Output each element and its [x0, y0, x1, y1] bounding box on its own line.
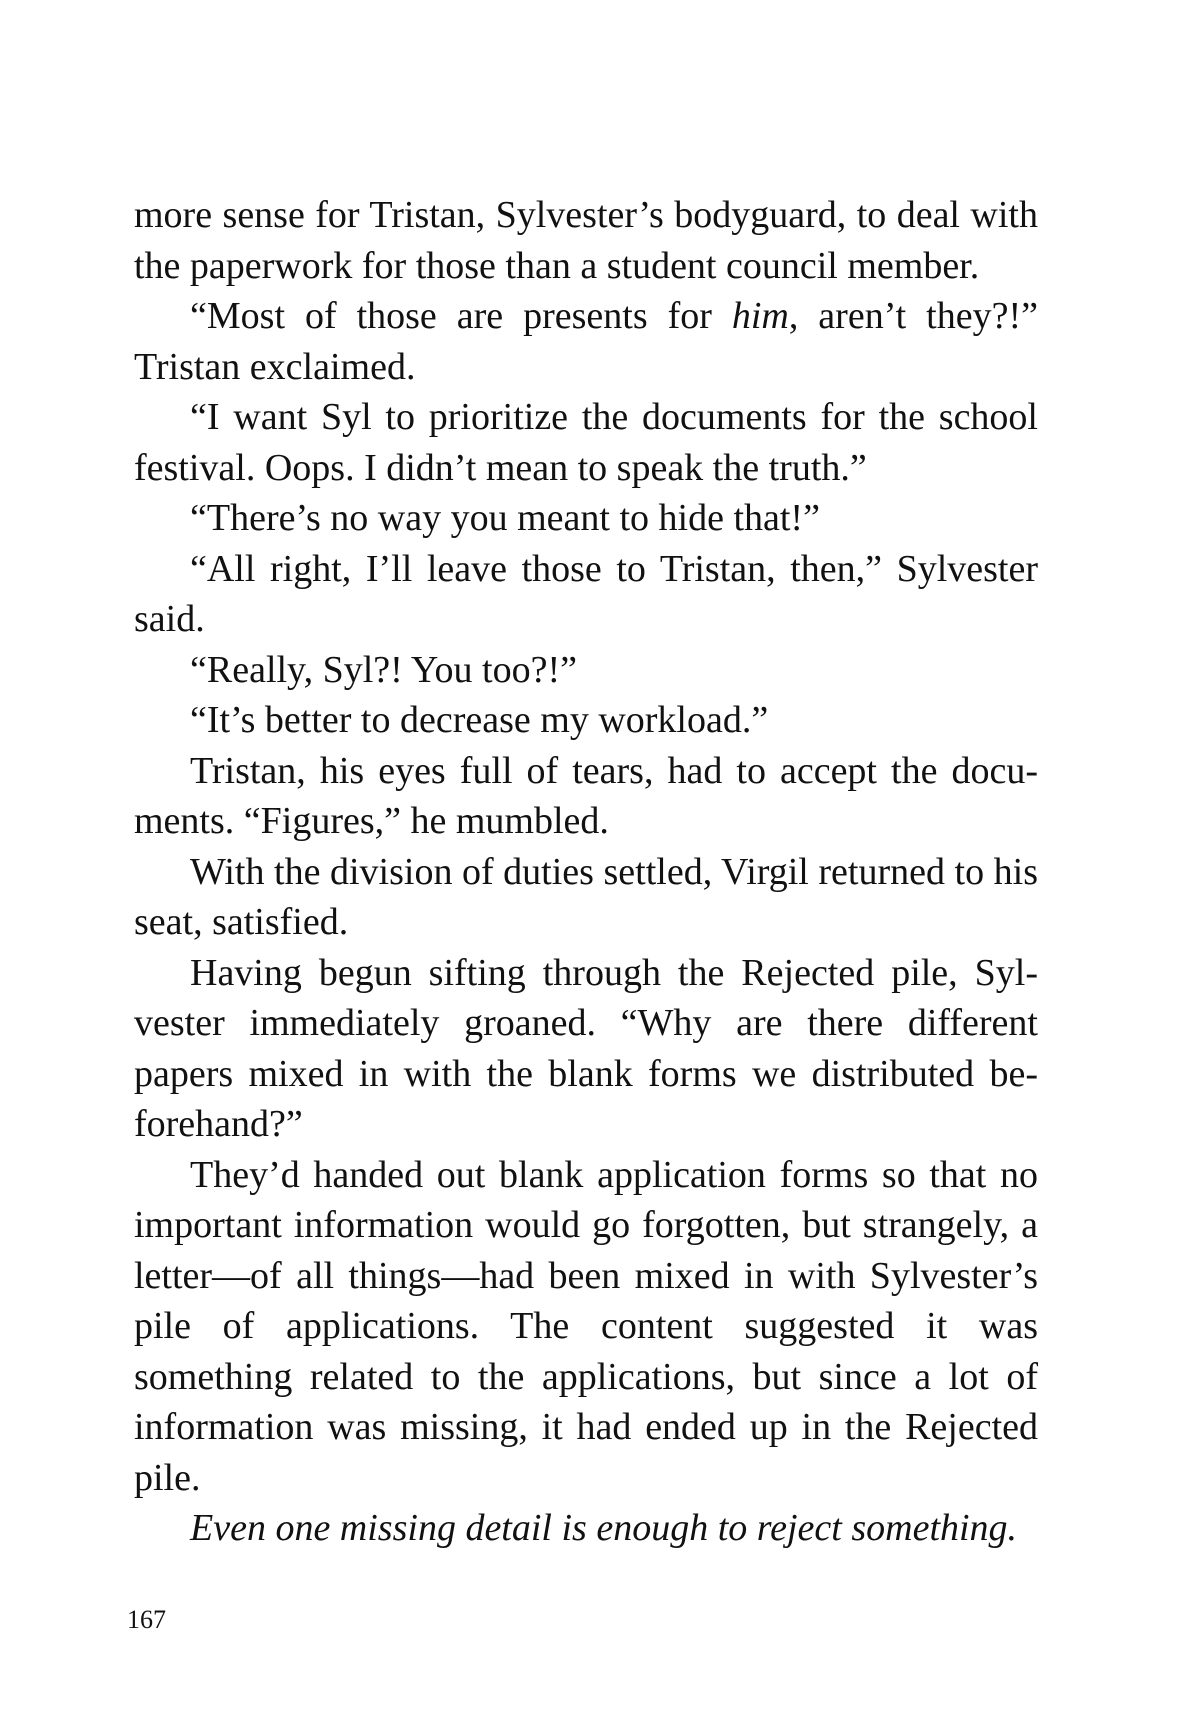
paragraph: “There’s no way you meant to hide that!” — [190, 497, 820, 539]
page-number: 167 — [127, 1605, 166, 1634]
paragraph: “It’s better to decrease my workload.” — [190, 699, 769, 741]
paragraph: Tristan, his eyes full of tears, had to accept the documents. “Figures,” he mumbled. — [134, 749, 1038, 842]
paragraph: “All right, I’ll leave those to Tristan, then,” Sylvester said. — [134, 547, 1038, 640]
body-text — [134, 190, 1038, 1554]
paragraph: “Most of those are presents for him, aren’t they?!” Tristan exclaimed. — [134, 295, 1038, 388]
paragraph: With the division of duties settled, Virgil returned to his seat, satisfied. — [134, 850, 1038, 943]
paragraph-continuation: more sense for Tristan, Sylvester’s bodyguard, to deal with the paperwork for those than a student council member. — [134, 194, 1038, 287]
paragraph: “I want Syl to prioritize the documents for the school festival. Oops. I didn’t mean to speak the truth.” — [134, 396, 1038, 489]
paragraph: They’d handed out blank application forms so that no important information would go forgotten, but strangely, a letter—of all things—had been mixed in with Sylvester’s pile of applications. The content suggested it was something related to the applications, but since a lot of information was missing, it had ended up in the Rejected pile. — [134, 1153, 1038, 1499]
emphasis-him: him — [731, 295, 789, 337]
paragraph: Having begun sifting through the Rejected pile, Sylvester immediately groaned. “Why are there different papers mixed in with the blank forms we distributed beforehand?” — [134, 951, 1038, 1145]
paragraph-italic-thought: Even one missing detail is enough to reject something. — [190, 1507, 1018, 1549]
paragraph: “Really, Syl?! You too?!” — [190, 648, 577, 691]
